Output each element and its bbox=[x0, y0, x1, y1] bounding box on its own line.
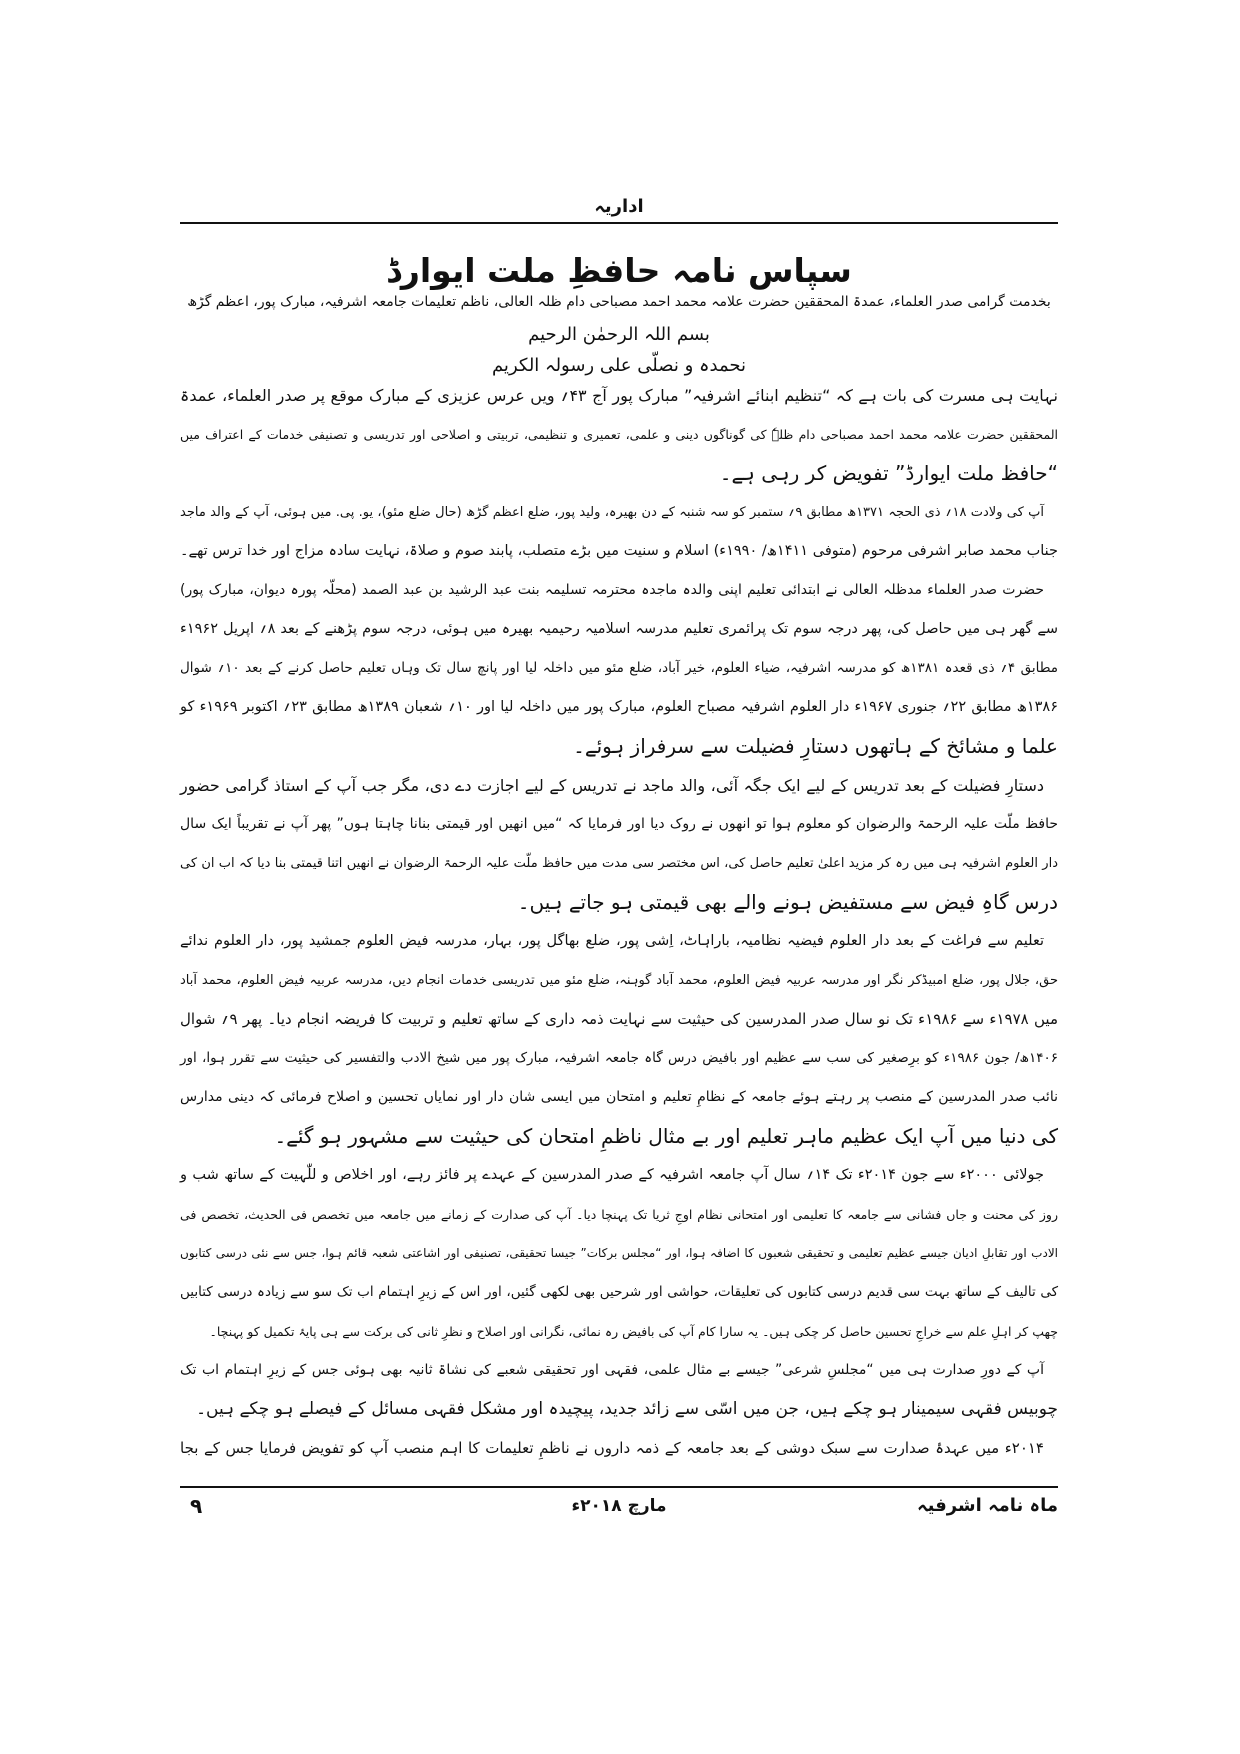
paragraph-7 bbox=[180, 1351, 1058, 1429]
paragraph-line: کی دنیا میں آپ ایک عظیم ماہر تعلیم اور بے مثال ناظمِ امتحان کی حیثیت سے مشہور ہو گئے۔ bbox=[274, 1124, 1058, 1148]
paragraph-line: سے گھر ہی میں حاصل کی، پھر درجہ سوم تک پرائمری تعلیم مدرسہ اسلامیہ رحیمیہ بھیرہ میں ہوئی، درجہ سوم پڑھنے کے بعد ۸؍ اپریل ۱۹۶۲ء bbox=[180, 621, 1058, 637]
paragraph-line: چوبیس فقہی سیمینار ہو چکے ہیں، جن میں اسّی سے زائد جدید، پیچیدہ اور مشکل فقہی مسائل کے فیصلے ہو چکے ہیں۔ bbox=[196, 1399, 1058, 1419]
paragraph-line: ۲۰۱۴ء میں عہدۂ صدارت سے سبک دوشی کے بعد جامعہ کے ذمہ داروں نے ناظمِ تعلیمات کا اہم منصب آپ کو تفویض فرمایا جس کے بجا bbox=[180, 1439, 1044, 1457]
footer-divider bbox=[180, 1486, 1058, 1488]
paragraph-line: چھپ کر اہلِ علم سے خراجِ تحسین حاصل کر چکی ہیں۔ یہ سارا کام آپ کی بافیض رہ نمائی، نگرانی اور اصلاح و نظرِ ثانی کی برکت سے ہی پایۂ تکمیل کو پہنچا۔ bbox=[209, 1324, 1058, 1339]
paragraph-line: جولائی ۲۰۰۰ء سے جون ۲۰۱۴ء تک ۱۴؍ سال آپ جامعہ اشرفیہ کے صدر المدرسین کے عہدے پر فائز رہے، اور اخلاص و للّٰہیت کے ساتھ شب و bbox=[180, 1167, 1044, 1183]
paragraph-line: نہایت ہی مسرت کی بات ہے کہ “تنظیم ابنائے اشرفیہ” مبارک پور آج ۴۳؍ ویں عرس عزیزی کے مبارک موقع پر صدر العلماء، عمدۃ bbox=[180, 386, 1058, 405]
paragraph-line: کی تالیف کے ساتھ بہت سی قدیم درسی کتابوں کی تعلیقات، حواشی اور شرحیں بھی لکھی گئیں، اور اس کے زیرِ اہتمام اب تک سو سے زیادہ درسی کتابیں bbox=[180, 1284, 1058, 1300]
header-divider bbox=[180, 222, 1058, 224]
paragraph-line: نائب صدر المدرسین کے منصب پر رہتے ہوئے جامعہ کے نظامِ تعلیم و امتحان میں ایسی شان دار اور نمایاں تحسین و اصلاح فرمائی کہ دینی مدارس bbox=[180, 1089, 1058, 1105]
paragraph-line: حافظ ملّت علیہ الرحمۃ والرضوان کو معلوم ہوا تو انھوں نے روک دیا اور فرمایا کہ “میں انھیں اور قیمتی بنانا چاہتا ہوں” پھر آپ نے تقریباً ایک سال bbox=[180, 816, 1058, 832]
paragraph-line: “حافظ ملت ایوارڈ” تفویض کر رہی ہے۔ bbox=[719, 461, 1058, 485]
article-body bbox=[180, 376, 1058, 1468]
paragraph-line: دار العلوم اشرفیہ ہی میں رہ کر مزید اعلیٰ تعلیم حاصل کی، اس مختصر سی مدت میں حافظ ملّت علیہ الرحمۃ الرضوان نے انھیں اتنا قیمتی بنا دیا کہ اب ان کی bbox=[180, 856, 1058, 871]
paragraph-line: علما و مشائخ کے ہاتھوں دستارِ فضیلت سے سرفراز ہوئے۔ bbox=[573, 734, 1058, 758]
publication-name: ماہ نامہ اشرفیہ bbox=[917, 1495, 1058, 1516]
paragraph-line: میں ۱۹۷۸ء سے ۱۹۸۶ء تک نو سال صدر المدرسین کی حیثیت سے نہایت ذمہ داری کے ساتھ تعلیم و تربیت کا فریضہ انجام دیا۔ پھر ۹؍ شوال bbox=[180, 1010, 1058, 1028]
paragraph-line: جناب محمد صابر اشرفی مرحوم (متوفی ۱۴۱۱ھ/ ۱۹۹۰ء) اسلام و سنیت میں بڑے متصلب، پابند صوم و صلاۃ، نہایت سادہ مزاج اور خدا ترس تھے۔ bbox=[180, 543, 1059, 559]
paragraph-line: درس گاہِ فیض سے مستفیض ہونے والے بھی قیمتی ہو جاتے ہیں۔ bbox=[517, 890, 1058, 914]
paragraph-1 bbox=[180, 376, 1058, 493]
bismillah-line: بسم اللہ الرحمٰن الرحیم bbox=[528, 324, 710, 345]
section-label: اداریہ bbox=[594, 196, 644, 217]
paragraph-2 bbox=[180, 493, 1058, 571]
paragraph-line: ۱۳۸۶ھ مطابق ۲۲؍ جنوری ۱۹۶۷ء دار العلوم اشرفیہ مصباح العلوم، مبارک پور میں داخلہ لیا اور ۱۰؍ شعبان ۱۳۸۹ھ مطابق ۲۳؍ اکتوبر ۱۹۶۹ء کو bbox=[180, 699, 1059, 715]
paragraph-line: تعلیم سے فراغت کے بعد دار العلوم فیضیہ نظامیہ، باراہاٹ، اِشی پور، ضلع بھاگل پور، بہار، مدرسہ فیض العلوم جمشید پور، دار العلوم ندائے bbox=[180, 933, 1044, 949]
paragraph-4 bbox=[180, 766, 1058, 922]
paragraph-line: ۱۴۰۶ھ/ جون ۱۹۸۶ء کو برِصغیر کی سب سے عظیم اور بافیض درس گاہ جامعہ اشرفیہ، مبارک پور میں شیخ الادب والتفسیر کی حیثیت سے تقرر ہوا، اور bbox=[180, 1050, 1058, 1066]
paragraph-8 bbox=[180, 1429, 1058, 1468]
page-footer bbox=[180, 1493, 1058, 1519]
paragraph-line: المحققین حضرت علامہ محمد احمد مصباحی دام ظلہٗ کی گوناگوں دینی و علمی، تعمیری و تنظیمی، تربیتی و اصلاحی اور تدریسی و تصنیفی خدمات کے اعتراف میں bbox=[180, 427, 1058, 442]
invocation-line: نحمدہ و نصلّی علی رسولہ الکریم bbox=[491, 355, 747, 376]
paragraph-line: روز کی محنت و جاں فشانی سے جامعہ کا تعلیمی اور امتحانی نظام اوجِ ثریا تک پہنچا دیا۔ آپ کی صدارت کے زمانے میں جامعہ میں تخصص فی الحدیث، تخصص فی bbox=[180, 1207, 1058, 1222]
paragraph-line: آپ کی ولادت ۱۸؍ ذی الحجہ ۱۳۷۱ھ مطابق ۹؍ ستمبر کو سہ شنبہ کے دن بھیرہ، ولید پور، ضلع اعظم گڑھ (حال ضلع مئو)، یو. پی. میں ہوئی، آپ کے والد ماجد bbox=[180, 505, 1044, 520]
paragraph-6 bbox=[180, 1156, 1058, 1351]
paragraph-3 bbox=[180, 571, 1058, 766]
issue-date: مارچ ۲۰۱۸ء bbox=[571, 1496, 667, 1516]
paragraph-5 bbox=[180, 922, 1058, 1156]
paragraph-line: حضرت صدر العلماء مدظلہ العالی نے ابتدائی تعلیم اپنی والدہ ماجدہ محترمہ تسلیمہ بنت عبد الرشید بن عبد الصمد (محلّہ پورہ دیوان، مبارک پور) bbox=[180, 582, 1044, 598]
paragraph-line: حق، جلال پور، ضلع امبیڈکر نگر اور مدرسہ عربیہ فیض العلوم، محمد آباد گوہنہ، ضلع مئو میں تدریسی خدمات انجام دیں، مدرسہ عربیہ فیض العلوم، محمد آباد bbox=[180, 973, 1058, 988]
article-title: سپاس نامہ حافظِ ملت ایوارڈ bbox=[386, 251, 852, 290]
paragraph-line: الادب اور تقابلِ ادیان جیسے عظیم تعلیمی و تحقیقی شعبوں کا اضافہ ہوا، اور “مجلس برکات” جیسا تحقیقی، تصنیفی اور اشاعتی شعبہ قائم ہوا، جس سے نئی درسی کتابوں bbox=[180, 1246, 1058, 1260]
article-dedication: بخدمت گرامی صدر العلماء، عمدۃ المحققین حضرت علامہ محمد احمد مصباحی دام ظلہ العالی، ناظم تعلیمات جامعہ اشرفیہ، مبارک پور، اعظم گڑھ bbox=[187, 294, 1051, 310]
page-number: ۹ bbox=[190, 1494, 203, 1518]
paragraph-line: دستارِ فضیلت کے بعد تدریس کے لیے ایک جگہ آئی، والد ماجد نے تدریس کے لیے اجازت دے دی، مگر جب آپ کے استاذ گرامی حضور bbox=[180, 776, 1045, 795]
paragraph-line: مطابق ۴؍ ذی قعدہ ۱۳۸۱ھ کو مدرسہ اشرفیہ، ضیاء العلوم، خیر آباد، ضلع مئو میں داخلہ لیا اور پانچ سال تک وہاں تعلیم حاصل کرنے کے بعد ۱۰؍ شوال bbox=[180, 660, 1059, 676]
paragraph-line: آپ کے دورِ صدارت ہی میں “مجلسِ شرعی” جیسے بے مثال علمی، فقہی اور تحقیقی شعبے کی نشاۃ ثانیہ بھی ہوئی جس کے زیرِ اہتمام اب تک bbox=[180, 1362, 1044, 1378]
